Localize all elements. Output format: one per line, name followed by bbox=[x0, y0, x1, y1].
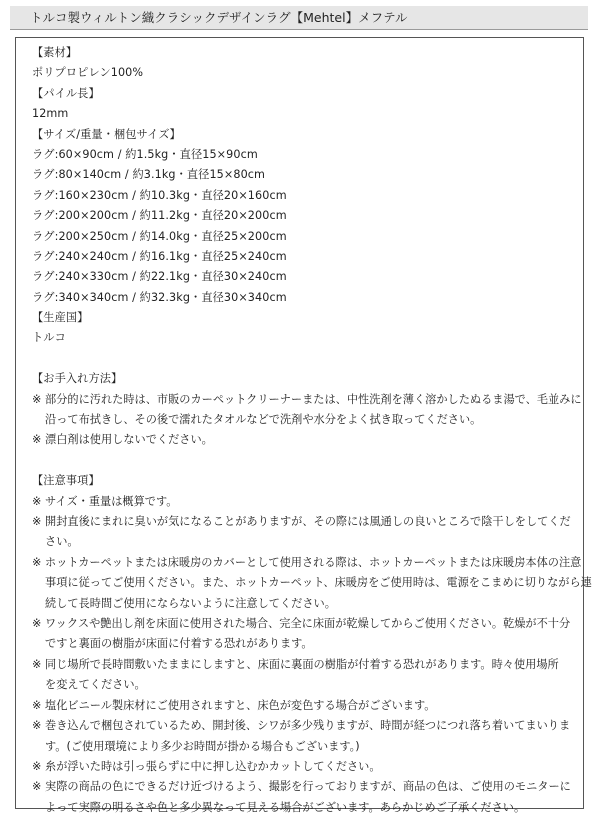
caution-heading: 【注意事項】 bbox=[32, 474, 100, 488]
origin-value: トルコ bbox=[32, 331, 66, 345]
caution-note bbox=[32, 696, 573, 716]
note-line: ホットカーペットまたは床暖房のカバーとして使用される際は、ホットカーペットまたは床暖房本体の注意 bbox=[45, 555, 582, 569]
note-mark: ※ bbox=[32, 515, 42, 529]
spacer bbox=[32, 349, 573, 369]
size-row: ラグ:160×230cm / 約10.3kg・直径20×160cm bbox=[32, 188, 287, 202]
spec-content bbox=[32, 43, 592, 818]
caution-note bbox=[32, 512, 573, 553]
caution-note bbox=[32, 777, 573, 818]
size-row: ラグ:340×340cm / 約32.3kg・直径30×340cm bbox=[32, 290, 287, 304]
size-heading: 【サイズ/重量・梱包サイズ】 bbox=[32, 127, 181, 141]
caution-note bbox=[32, 655, 573, 696]
origin-heading: 【生産国】 bbox=[32, 311, 89, 325]
product-title: トルコ製ウィルトン織クラシックデザインラグ【Mehtel】メフテル bbox=[30, 10, 408, 25]
care-note bbox=[32, 390, 582, 431]
note-mark: ※ bbox=[32, 780, 42, 794]
note-mark: ※ bbox=[32, 617, 42, 631]
size-list bbox=[32, 145, 573, 308]
note-body bbox=[32, 390, 582, 431]
note-mark: ※ bbox=[32, 494, 42, 508]
note-line: ワックスや艶出し剤を床面に使用された場合、完全に床面が乾燥してからご使用ください。乾燥が不十分 bbox=[45, 617, 571, 631]
note-line: さい。 bbox=[45, 535, 79, 549]
size-row: ラグ:240×240cm / 約16.1kg・直径25×240cm bbox=[32, 249, 287, 263]
note-body bbox=[32, 777, 573, 818]
caution-note bbox=[32, 553, 592, 614]
note-body bbox=[32, 512, 573, 553]
note-line: ですと裏面の樹脂が床面に付着する恐れがあります。 bbox=[45, 637, 313, 651]
title-bar bbox=[10, 6, 588, 30]
material-value: ポリプロピレン100% bbox=[32, 66, 144, 80]
note-body bbox=[32, 553, 592, 614]
note-line: 漂白剤は使用しないでください。 bbox=[45, 433, 213, 447]
size-row: ラグ:200×250cm / 約14.0kg・直径25×200cm bbox=[32, 229, 287, 243]
note-line: 実際の商品の色にできるだけ近づけるよう、撮影を行っておりますが、商品の色は、ご使用のモニターに bbox=[45, 780, 571, 794]
note-line: 沿って布拭きし、その後で濡れたタオルなどで洗剤や水分をよく拭き取ってください。 bbox=[45, 413, 482, 427]
note-line: 開封直後にまれに臭いが気になることがありますが、その際には風通しの良いところで陰干しをしてくだ bbox=[45, 515, 571, 529]
note-line: 事項に従ってご使用ください。また、ホットカーペット、床暖房をご使用時は、電源をこまめに切りながら連 bbox=[45, 576, 592, 590]
note-body bbox=[32, 430, 573, 450]
note-line: 同じ場所で長時間敷いたままにしますと、床面に裏面の樹脂が付着する恐れがあります。時々使用場所 bbox=[45, 657, 559, 671]
note-line: 続して長時間ご使用にならないように注意してください。 bbox=[45, 596, 336, 610]
note-mark: ※ bbox=[32, 719, 42, 733]
note-body bbox=[32, 655, 573, 696]
note-line: サイズ・重量は概算です。 bbox=[45, 494, 178, 508]
note-body bbox=[32, 757, 573, 777]
caution-note bbox=[32, 492, 573, 512]
note-mark: ※ bbox=[32, 698, 42, 712]
spec-box bbox=[15, 37, 592, 814]
note-body bbox=[32, 696, 573, 716]
care-notes bbox=[32, 390, 582, 451]
note-body bbox=[32, 614, 573, 655]
note-line: 塩化ビニール製床材にご使用されますと、床色が変色する場合がございます。 bbox=[45, 698, 436, 712]
spacer bbox=[32, 451, 573, 471]
pile-value: 12mm bbox=[32, 107, 69, 121]
note-body bbox=[32, 716, 573, 757]
pile-heading: 【パイル長】 bbox=[32, 86, 100, 100]
note-mark: ※ bbox=[32, 433, 42, 447]
note-body bbox=[32, 492, 573, 512]
note-line: す。(ご使用環境により多少お時間が掛かる場合もございます。) bbox=[45, 739, 360, 753]
note-line: 糸が浮いた時は引っ張らずに中に押し込むかカットしてください。 bbox=[45, 759, 381, 773]
note-line: 巻き込んで梱包されているため、開封後、シワが多少残りますが、時間が経つにつれ落ち着いてまいりま bbox=[45, 719, 571, 733]
note-mark: ※ bbox=[32, 759, 42, 773]
size-row: ラグ:60×90cm / 約1.5kg・直径15×90cm bbox=[32, 147, 258, 161]
caution-note bbox=[32, 716, 573, 757]
caution-note bbox=[32, 614, 573, 655]
care-note bbox=[32, 430, 573, 450]
note-mark: ※ bbox=[32, 555, 42, 569]
note-mark: ※ bbox=[32, 392, 42, 406]
caution-notes bbox=[32, 492, 592, 818]
note-line: 部分的に汚れた時は、市販のカーペットクリーナーまたは、中性洗剤を薄く溶かしたぬるま湯で、毛並みに bbox=[45, 392, 582, 406]
size-row: ラグ:240×330cm / 約22.1kg・直径30×240cm bbox=[32, 270, 287, 284]
note-line: よって実際の明るさや色と多少異なって見える場合がございます。あらかじめご了承ください。 bbox=[45, 800, 526, 814]
note-line: を変えてください。 bbox=[45, 678, 146, 692]
material-heading: 【素材】 bbox=[32, 46, 78, 59]
caution-note bbox=[32, 757, 573, 777]
size-row: ラグ:200×200cm / 約11.2kg・直径20×200cm bbox=[32, 209, 287, 223]
size-row: ラグ:80×140cm / 約3.1kg・直径15×80cm bbox=[32, 168, 266, 182]
note-mark: ※ bbox=[32, 657, 42, 671]
care-heading: 【お手入れ方法】 bbox=[32, 372, 123, 386]
